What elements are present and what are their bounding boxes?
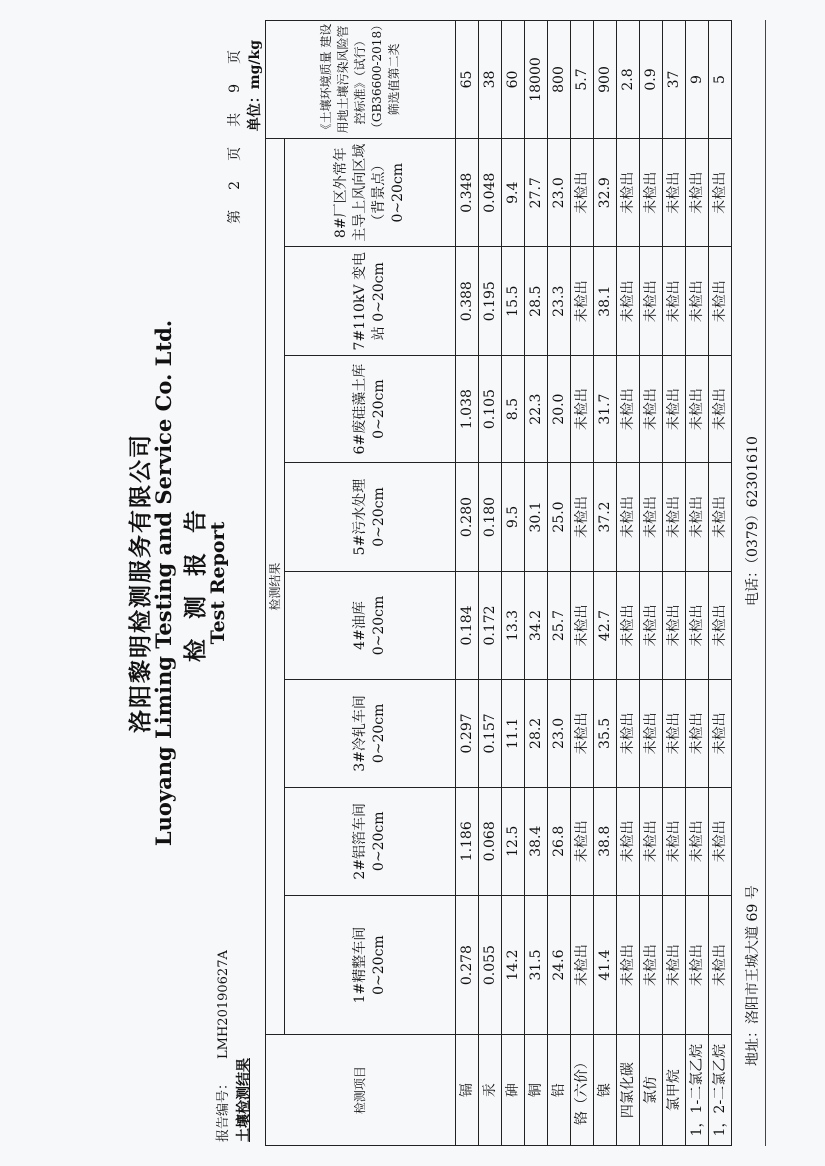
value-cell: 未检出 (640, 571, 663, 679)
value-cell: 0.280 (456, 463, 479, 571)
value-cell: 未检出 (640, 680, 663, 787)
value-cell: 34.2 (525, 571, 548, 679)
value-cell: 31.7 (594, 355, 617, 462)
value-cell: 25.7 (548, 571, 571, 679)
value-cell: 未检出 (571, 355, 594, 462)
footer-phone: 电话：（0379）62301610 (745, 436, 761, 606)
value-cell: 25.0 (548, 463, 571, 571)
value-cell: 42.7 (594, 571, 617, 679)
report-number (212, 950, 231, 1142)
value-cell: 未检出 (617, 463, 640, 571)
value-cell: 28.5 (525, 247, 548, 355)
company-name-en: Luoyang Liming Testing and Service Co. Ltd. (151, 319, 176, 847)
table-row (663, 21, 686, 1146)
value-cell: 1.038 (456, 355, 479, 462)
value-cell: 未检出 (571, 247, 594, 355)
value-cell: 27.7 (525, 138, 548, 247)
value-cell: 未检出 (709, 355, 732, 462)
page-total-unit: 页 (227, 50, 243, 64)
item-cell: 1，2-二氯乙烷 (709, 1035, 732, 1146)
results-table (265, 20, 732, 1146)
footer-address: 地址：洛阳市王城大道 69 号 (745, 885, 761, 1066)
item-cell: 氯仿 (640, 1035, 663, 1146)
value-cell: 11.1 (502, 680, 525, 787)
item-cell: 铅 (548, 1035, 571, 1146)
table-row (548, 21, 571, 1146)
column-header: 5#污水处理 0~20cm (285, 463, 456, 571)
value-cell: 未检出 (640, 787, 663, 895)
value-cell: 0.348 (456, 138, 479, 247)
value-cell: 13.3 (502, 571, 525, 679)
table-header-row (266, 21, 285, 1146)
company-name-cn: 洛阳黎明检测服务有限公司 (127, 433, 154, 733)
value-cell: 900 (594, 21, 617, 139)
value-cell: 未检出 (571, 138, 594, 247)
value-cell: 0.105 (479, 355, 502, 462)
value-cell: 未检出 (663, 355, 686, 462)
value-cell: 0.068 (479, 787, 502, 895)
value-cell: 41.4 (594, 896, 617, 1035)
item-cell: 砷 (502, 1035, 525, 1146)
table-row (686, 21, 709, 1146)
value-cell: 未检出 (686, 680, 709, 787)
value-cell: 9.5 (502, 463, 525, 571)
value-cell: 12.5 (502, 787, 525, 895)
table-row (594, 21, 617, 1146)
section-title: 土壤检测结果 (236, 1058, 252, 1142)
table-subheader-row (285, 21, 456, 1146)
value-cell: 0.9 (640, 21, 663, 139)
value-cell: 未检出 (617, 896, 640, 1035)
value-cell: 未检出 (571, 787, 594, 895)
value-cell: 5 (709, 21, 732, 139)
value-cell: 未检出 (663, 247, 686, 355)
value-cell: 未检出 (686, 463, 709, 571)
item-cell: 铬（六价） (571, 1035, 594, 1146)
value-cell: 26.8 (548, 787, 571, 895)
value-cell: 未检出 (686, 787, 709, 895)
value-cell: 14.2 (502, 896, 525, 1035)
value-cell: 23.0 (548, 680, 571, 787)
value-cell: 未检出 (617, 138, 640, 247)
table-row (617, 21, 640, 1146)
page-total: 9 (227, 84, 243, 93)
value-cell: 未检出 (663, 463, 686, 571)
column-header: 8#厂区外常年主导上风向区域（背景点）0~20cm (285, 138, 456, 247)
value-cell: 38 (479, 21, 502, 139)
report-title-cn: 检 测 报 告 (182, 503, 209, 663)
table-row (456, 21, 479, 1146)
value-cell: 0.278 (456, 896, 479, 1035)
value-cell: 未检出 (571, 680, 594, 787)
column-header: 2#铝箔车间 0~20cm (285, 787, 456, 895)
value-cell: 38.4 (525, 787, 548, 895)
value-cell: 38.8 (594, 787, 617, 895)
item-cell: 四氯化碳 (617, 1035, 640, 1146)
value-cell: 32.9 (594, 138, 617, 247)
value-cell: 未检出 (640, 463, 663, 571)
page-total-label: 共 (227, 112, 243, 127)
value-cell: 0.297 (456, 680, 479, 787)
value-cell: 未检出 (663, 571, 686, 679)
value-cell: 1.186 (456, 787, 479, 895)
value-cell: 0.157 (479, 680, 502, 787)
table-row (571, 21, 594, 1146)
value-cell: 未检出 (617, 571, 640, 679)
value-cell: 未检出 (617, 787, 640, 895)
value-cell: 0.180 (479, 463, 502, 571)
item-cell: 氯甲烷 (663, 1035, 686, 1146)
value-cell: 未检出 (571, 896, 594, 1035)
item-header: 检测项目 (266, 1035, 456, 1146)
value-cell: 未检出 (640, 247, 663, 355)
value-cell: 20.0 (548, 355, 571, 462)
value-cell: 未检出 (686, 138, 709, 247)
report-number-value: LMH20190627A (216, 950, 231, 1059)
column-header: 4#油库 0~20cm (285, 571, 456, 679)
value-cell: 未检出 (571, 463, 594, 571)
value-cell: 未检出 (686, 247, 709, 355)
value-cell: 9 (686, 21, 709, 139)
report-number-label: 报告编号： (216, 1076, 231, 1142)
value-cell: 0.172 (479, 571, 502, 679)
item-cell: 1，1-二氯乙烷 (686, 1035, 709, 1146)
item-cell: 铜 (525, 1035, 548, 1146)
value-cell: 65 (456, 21, 479, 139)
value-cell: 未检出 (663, 138, 686, 247)
value-cell: 0.184 (456, 571, 479, 679)
value-cell: 未检出 (663, 680, 686, 787)
value-cell: 60 (502, 21, 525, 139)
value-cell: 未检出 (617, 355, 640, 462)
value-cell: 31.5 (525, 896, 548, 1035)
value-cell: 未检出 (709, 138, 732, 247)
value-cell: 38.1 (594, 247, 617, 355)
value-cell: 0.388 (456, 247, 479, 355)
table-row (479, 21, 502, 1146)
value-cell: 未检出 (709, 787, 732, 895)
page-current-unit: 页 (227, 146, 243, 161)
column-header: 《土壤环境质量 建设用地土壤污染风险管控标准》（试行）（GB36600-2018）筛选值第二类 (266, 21, 456, 139)
value-cell: 9.4 (502, 138, 525, 247)
table-row (640, 21, 663, 1146)
table-row (525, 21, 548, 1146)
value-cell: 0.048 (479, 138, 502, 247)
value-cell: 30.1 (525, 463, 548, 571)
page-current-label: 第 (227, 209, 243, 224)
value-cell: 未检出 (686, 355, 709, 462)
column-header: 3#冷轧车间 0~20cm (285, 680, 456, 787)
page-current: 2 (227, 180, 243, 190)
column-header: 6#废硅藻土库 0~20cm (285, 355, 456, 462)
value-cell: 未检出 (709, 463, 732, 571)
table-row (709, 21, 732, 1146)
value-cell: 未检出 (640, 138, 663, 247)
value-cell: 未检出 (686, 571, 709, 679)
value-cell: 未检出 (640, 896, 663, 1035)
value-cell: 未检出 (709, 247, 732, 355)
value-cell: 未检出 (663, 896, 686, 1035)
footer-divider (765, 20, 766, 1146)
item-cell: 镉 (456, 1035, 479, 1146)
page-indicator (224, 40, 244, 234)
value-cell: 5.7 (571, 21, 594, 139)
item-cell: 汞 (479, 1035, 502, 1146)
value-cell: 未检出 (709, 571, 732, 679)
value-cell: 15.5 (502, 247, 525, 355)
table-row (502, 21, 525, 1146)
column-header: 1#精整车间 0~20cm (285, 896, 456, 1035)
column-header: 7#110kV 变电站 0~20cm (285, 247, 456, 355)
item-cell: 镍 (594, 1035, 617, 1146)
value-cell: 23.0 (548, 138, 571, 247)
value-cell: 未检出 (686, 896, 709, 1035)
value-cell: 未检出 (571, 571, 594, 679)
value-cell: 未检出 (709, 680, 732, 787)
value-cell: 2.8 (617, 21, 640, 139)
value-cell: 未检出 (709, 896, 732, 1035)
results-header: 检测结果 (266, 138, 285, 1034)
value-cell: 800 (548, 21, 571, 139)
value-cell: 35.5 (594, 680, 617, 787)
report-title-en: Test Report (207, 521, 229, 645)
value-cell: 22.3 (525, 355, 548, 462)
value-cell: 0.195 (479, 247, 502, 355)
value-cell: 24.6 (548, 896, 571, 1035)
value-cell: 37 (663, 21, 686, 139)
unit-label: 单位：mg/kg (247, 40, 263, 132)
value-cell: 0.055 (479, 896, 502, 1035)
value-cell: 37.2 (594, 463, 617, 571)
value-cell: 28.2 (525, 680, 548, 787)
value-cell: 未检出 (617, 680, 640, 787)
value-cell: 23.3 (548, 247, 571, 355)
value-cell: 8.5 (502, 355, 525, 462)
value-cell: 未检出 (663, 787, 686, 895)
value-cell: 未检出 (640, 355, 663, 462)
value-cell: 未检出 (617, 247, 640, 355)
table-body (456, 21, 732, 1146)
value-cell: 18000 (525, 21, 548, 139)
